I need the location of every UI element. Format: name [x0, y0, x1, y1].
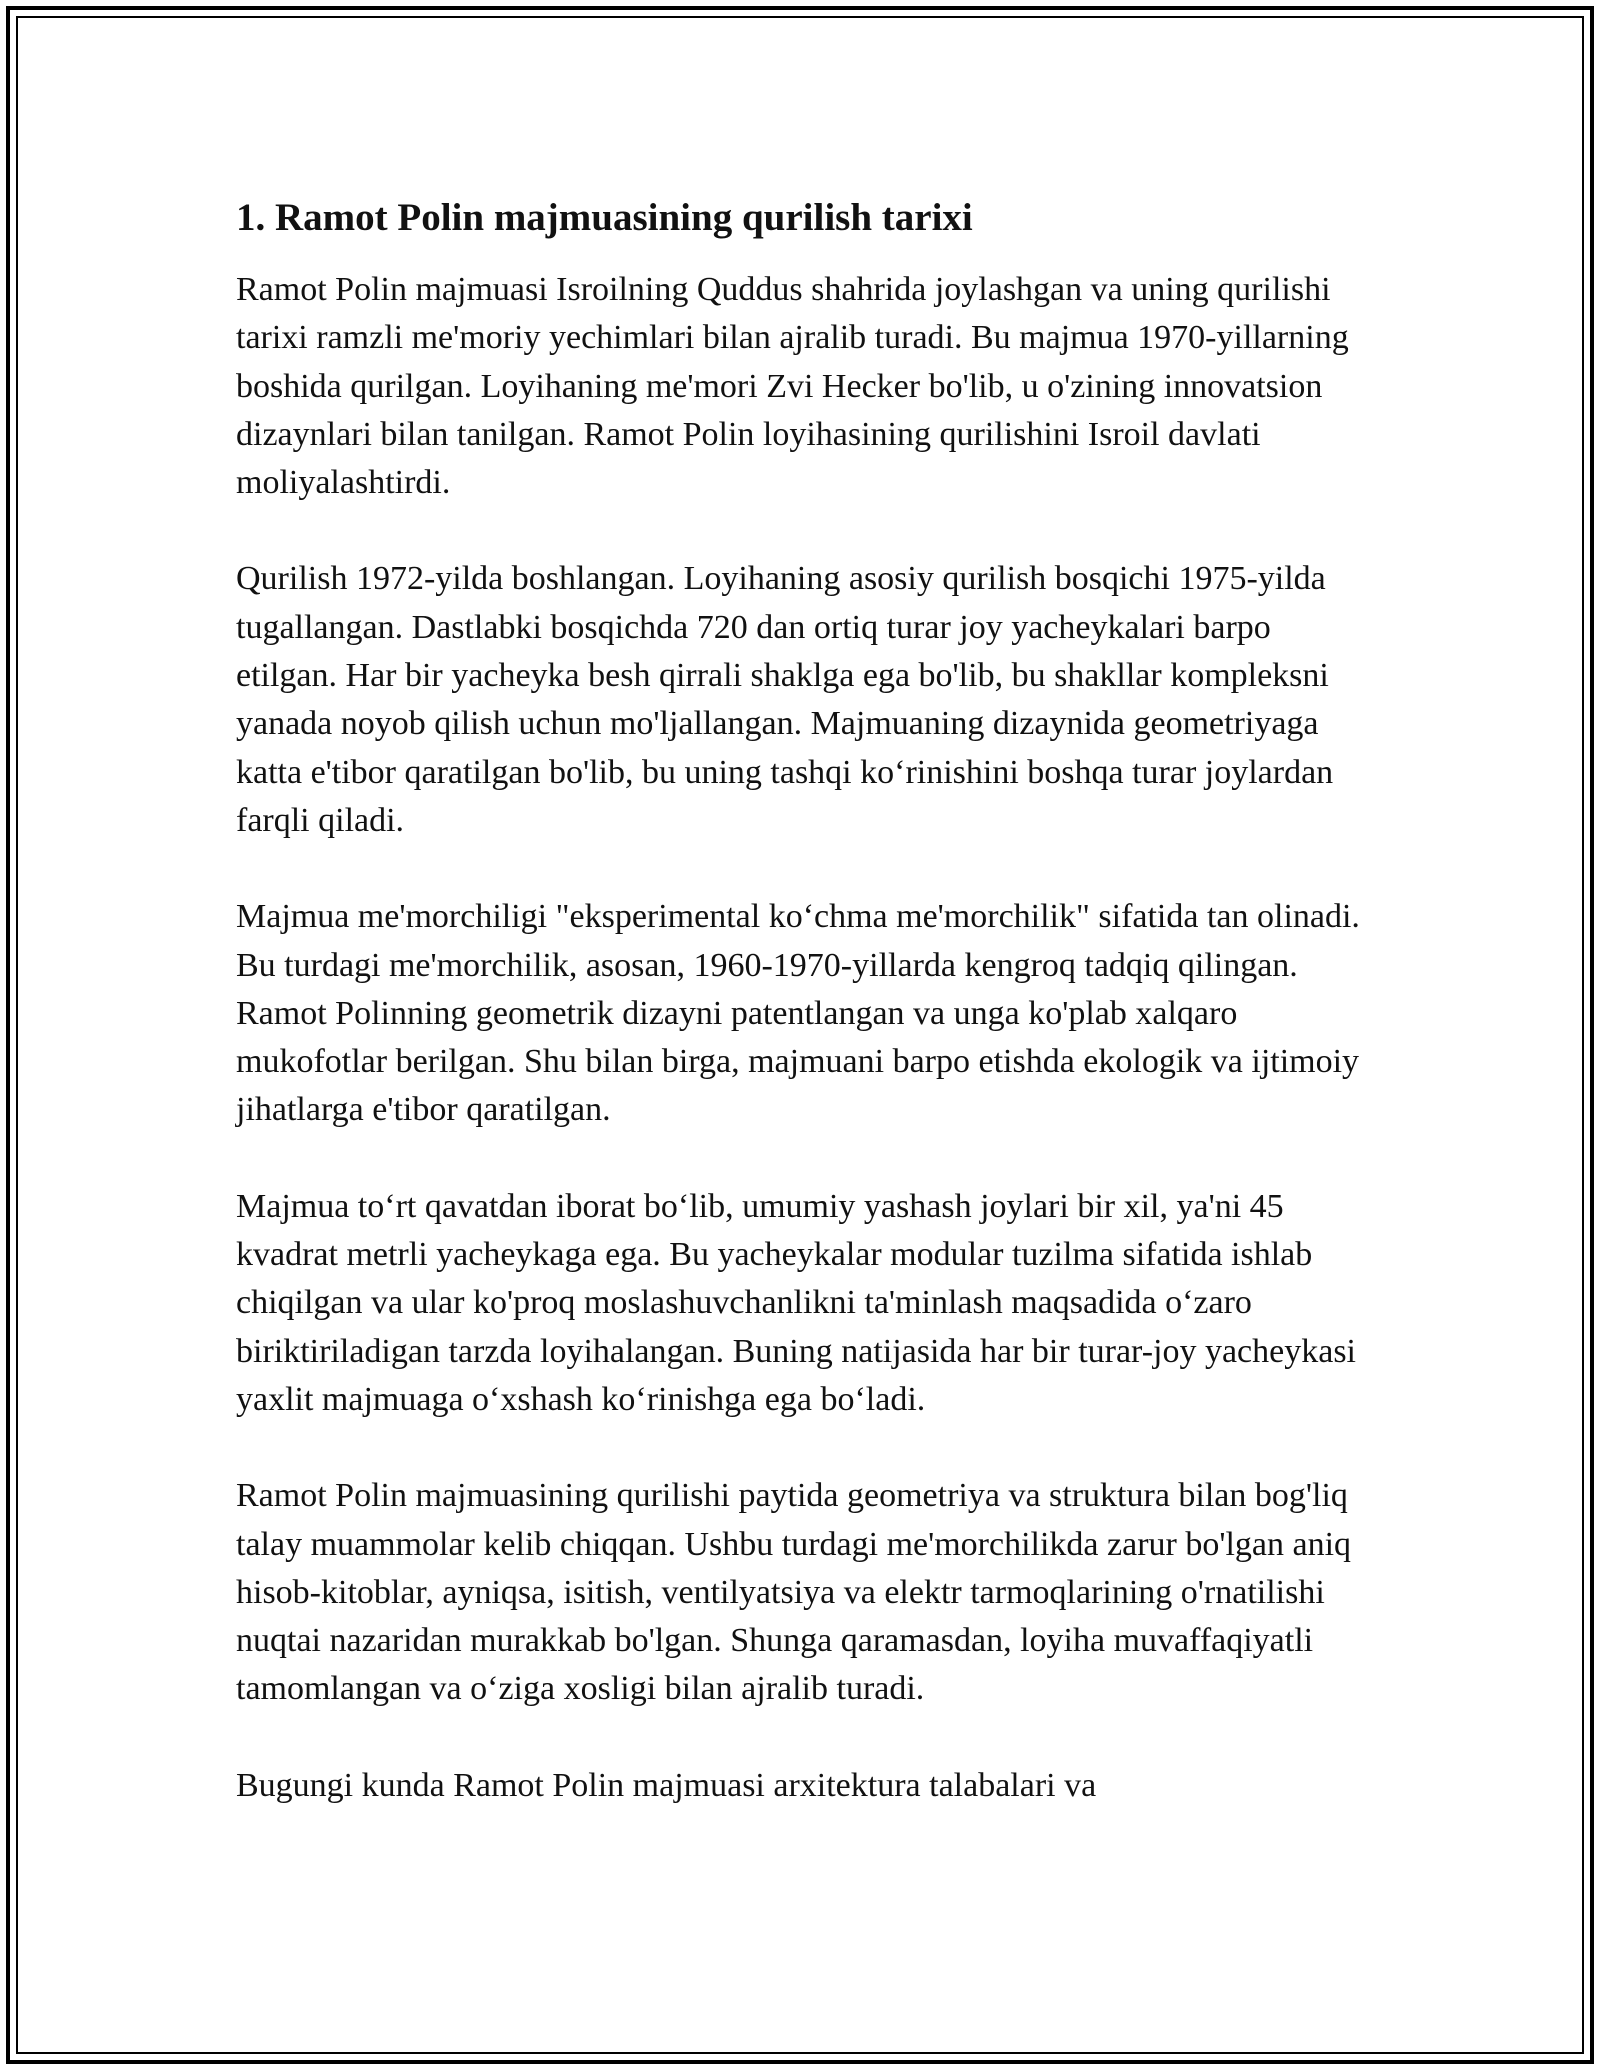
- paragraph-4: Majmua to‘rt qavatdan iborat bo‘lib, umumiy yashash joylari bir xil, ya'ni 45 kvadrat metrli yacheykaga ega. Bu yacheykalar modular tuzilma sifatida ishlab chiqilgan va ular ko'proq moslashuvchanlikni ta'minlash maqsadida o‘zaro biriktiriladigan tarzda loyihalangan. Buning natijasida har bir turar-joy yacheykasi yaxlit majmuaga o‘xshash ko‘rinishga ega bo‘ladi.: [236, 1187, 1357, 1418]
- section-heading: 1. Ramot Polin majmuasining qurilish tarixi: [236, 196, 973, 239]
- paragraph-3: Majmua me'morchiligi "eksperimental ko‘chma me'morchilik" sifatida tan olinadi. Bu turdagi me'morchilik, asosan, 1960-1970-yillarda kengroq tadqiq qilingan. Ramot Polinning geometrik dizayni patentlangan va unga ko'plab xalqaro mukofotlar berilgan. Shu bilan birga, majmuani barpo etishda ekologik va ijtimoiy jihatlarga e'tibor qaratilgan.: [236, 898, 1360, 1129]
- paragraph-5: Ramot Polin majmuasining qurilishi paytida geometriya va struktura bilan bog'liq talay muammolar kelib chiqqan. Ushbu turdagi me'morchilikda zarur bo'lgan aniq hisob-kitoblar, ayniqsa, isitish, ventilyatsiya va elektr tarmoqlarining o'rnatilishi nuqtai nazaridan murakkab bo'lgan. Shunga qaramasdan, loyiha muvaffaqiyatli tamomlangan va o‘ziga xosligi bilan ajralib turadi.: [236, 1477, 1352, 1708]
- paragraph-2: Qurilish 1972-yilda boshlangan. Loyihaning asosiy qurilish bosqichi 1975-yilda tugallangan. Dastlabki bosqichda 720 dan ortiq turar joy yacheykalari barpo etilgan. Har bir yacheyka besh qirrali shaklga ega bo'lib, bu shakllar kompleksni yanada noyob qilish uchun mo'ljallangan. Majmuaning dizaynida geometriyaga katta e'tibor qaratilgan bo'lib, bu uning tashqi ko‘rinishini boshqa turar joylardan farqli qiladi.: [236, 560, 1334, 839]
- paragraph-6: Bugungi kunda Ramot Polin majmuasi arxitektura talabalari va: [236, 1766, 1097, 1804]
- document-body: [236, 180, 1376, 1810]
- paragraph-1: Ramot Polin majmuasi Isroilning Quddus shahrida joylashgan va uning qurilishi tarixi ramzli me'moriy yechimlari bilan ajralib turadi. Bu majmua 1970-yillarning boshida qurilgan. Loyihaning me'mori Zvi Hecker bo'lib, u o'zining innovatsion dizaynlari bilan tanilgan. Ramot Polin loyihasining qurilishini Isroil davlati moliyalashtirdi.: [236, 271, 1349, 502]
